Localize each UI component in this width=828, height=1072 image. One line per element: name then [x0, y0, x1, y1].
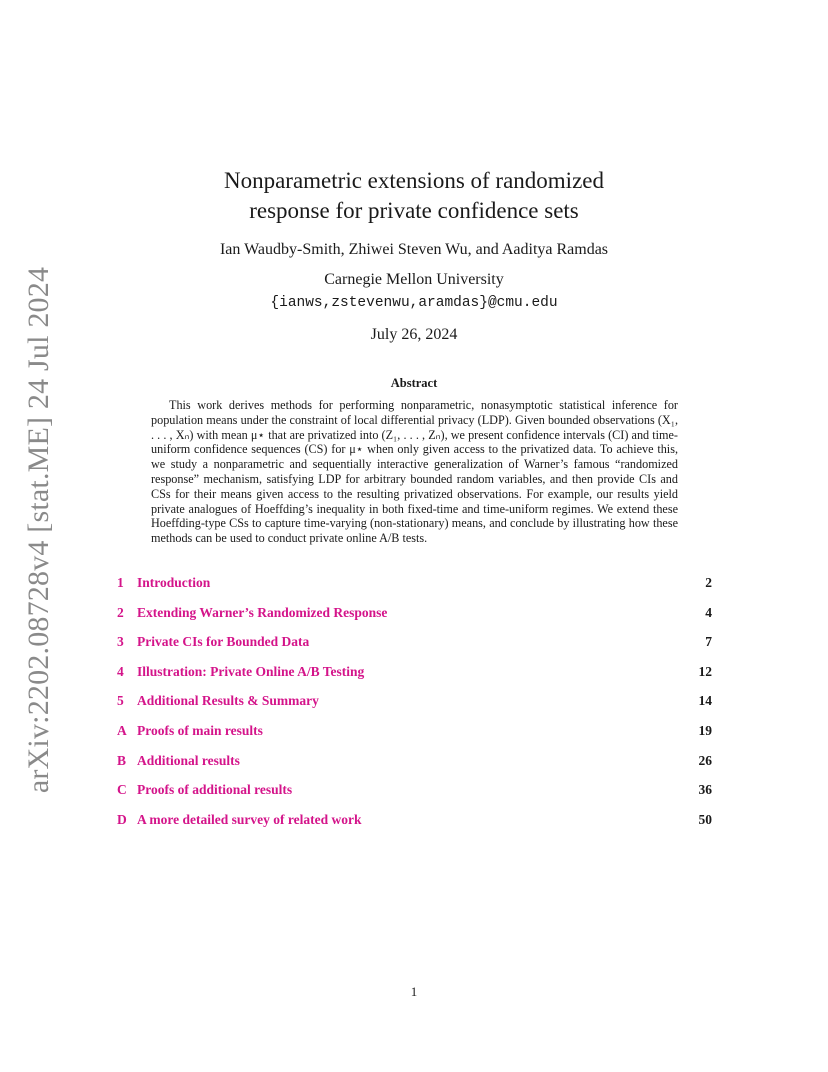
toc-number: A — [117, 722, 127, 738]
arxiv-identifier: arXiv:2202.08728v4 [stat.ME] 24 Jul 2024 — [22, 266, 55, 794]
toc-entry-c[interactable] — [117, 782, 712, 812]
toc-number: 2 — [117, 604, 124, 620]
toc-title[interactable]: Proofs of additional results — [137, 782, 293, 798]
toc-title[interactable]: A more detailed survey of related work — [137, 811, 362, 827]
toc-title[interactable]: Additional results — [137, 752, 240, 768]
toc-title[interactable]: Introduction — [137, 575, 211, 590]
toc-page: 14 — [698, 693, 712, 709]
affiliation: Carnegie Mellon University — [324, 271, 504, 288]
toc-entry-5[interactable] — [117, 693, 712, 723]
toc-page: 12 — [698, 663, 712, 679]
toc-number: C — [117, 782, 127, 798]
toc-entry-1[interactable] — [117, 575, 712, 605]
abstract-heading: Abstract — [390, 376, 438, 390]
toc-page: 7 — [705, 634, 712, 650]
table-of-contents — [117, 575, 712, 841]
toc-number: D — [117, 811, 127, 827]
toc-entry-a[interactable] — [117, 723, 712, 753]
author-emails[interactable]: {ianws,zstevenwu,aramdas}@cmu.edu — [270, 295, 558, 311]
toc-page: 4 — [705, 604, 712, 620]
page-number: 1 — [410, 984, 418, 999]
toc-number: 1 — [117, 575, 124, 590]
toc-page: 36 — [698, 782, 712, 798]
toc-title[interactable]: Illustration: Private Online A/B Testing — [137, 663, 365, 679]
toc-entry-b[interactable] — [117, 753, 712, 783]
paper-title — [0, 166, 828, 226]
toc-title[interactable]: Extending Warner’s Randomized Response — [137, 604, 388, 620]
abstract-body: This work derives methods for performing nonparametric, nonasymptotic statistical inference for population means under the constraint of local differential privacy (LDP). Given bounded observations (X₁, . . . , Xₙ) with mean μ⋆ that are privatized into (Z₁, . . . , Zₙ), we present confidence intervals (CI) and time-uniform confidence sequences (CS) for μ⋆ when only given access to the privatized data. To achieve this, we study a nonparametric and sequentially interactive generalization of Warner’s famous “randomized response” mechanism, satisfying LDP for arbitrary bounded random variables, and then provide CIs and CSs for their means given access to the resulting privatized observations. For example, our results yield private analogues of Hoeffding’s inequality in both fixed-time and time-uniform regimes. We extend these Hoeffding-type CSs to capture time-varying (non-stationary) means, and conclude by illustrating how these methods can be used to conduct private online A/B tests. — [151, 398, 678, 546]
toc-number: 5 — [117, 693, 124, 709]
author-list: Ian Waudby-Smith, Zhiwei Steven Wu, and Aaditya Ramdas — [219, 241, 609, 258]
toc-title[interactable]: Proofs of main results — [137, 722, 263, 738]
arxiv-sidebar-stamp — [19, 266, 59, 794]
paper-title-line-1: Nonparametric extensions of randomized — [223, 168, 604, 193]
toc-number: B — [117, 752, 127, 768]
toc-page: 26 — [698, 752, 712, 768]
toc-page: 2 — [705, 575, 712, 590]
toc-entry-3[interactable] — [117, 634, 712, 664]
toc-title[interactable]: Private CIs for Bounded Data — [137, 634, 310, 650]
paper-title-line-2: response for private confidence sets — [249, 198, 579, 223]
toc-number: 3 — [117, 634, 124, 650]
paper-date: July 26, 2024 — [370, 326, 458, 343]
toc-number: 4 — [117, 663, 124, 679]
toc-entry-4[interactable] — [117, 664, 712, 694]
toc-page: 50 — [698, 811, 712, 827]
toc-entry-2[interactable] — [117, 605, 712, 635]
toc-page: 19 — [698, 722, 712, 738]
toc-entry-d[interactable] — [117, 812, 712, 842]
toc-title[interactable]: Additional Results & Summary — [137, 693, 319, 709]
